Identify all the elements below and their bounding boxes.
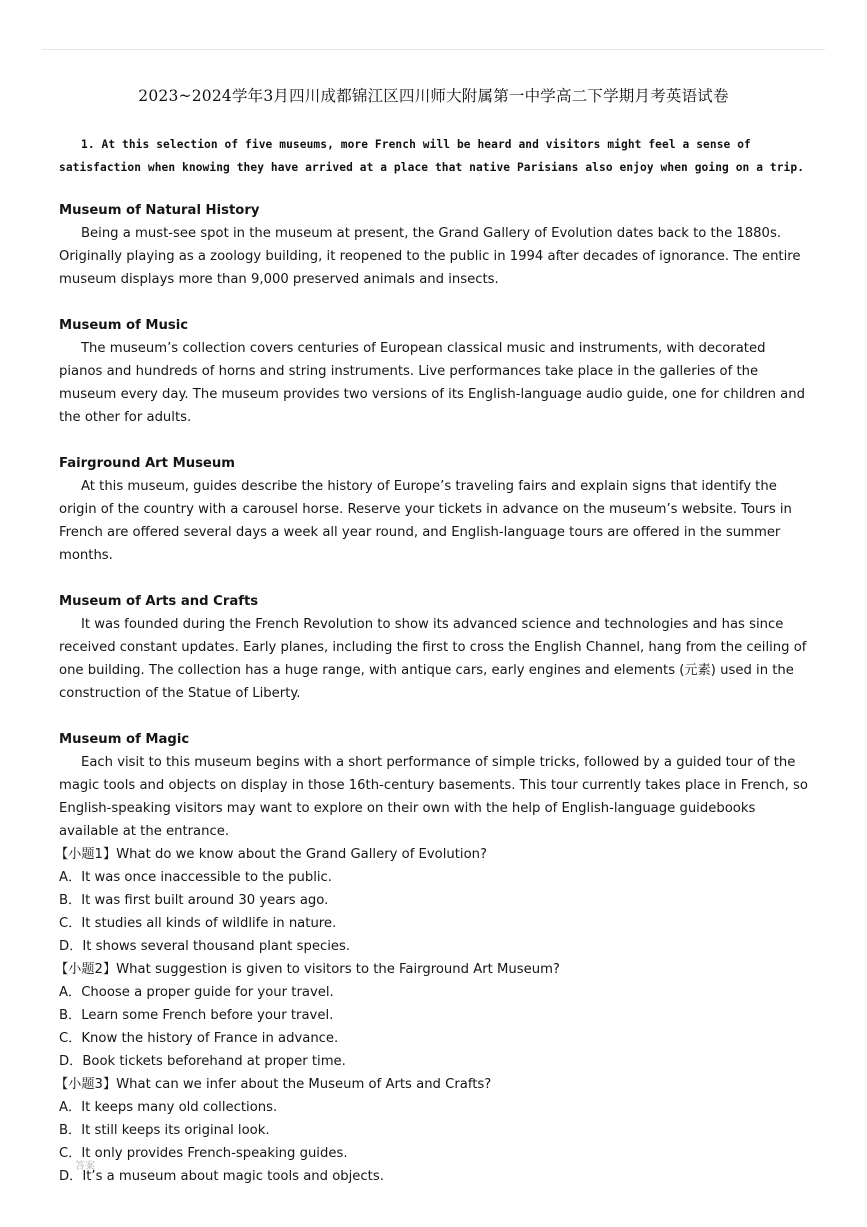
answer-option: C．It only provides French-speaking guides. [59, 1146, 348, 1161]
section-heading: Museum of Natural History [59, 203, 260, 218]
section-heading: Museum of Music [59, 318, 189, 333]
answer-option: C．Know the history of France in advance. [59, 1031, 339, 1046]
answer-option: B．It still keeps its original look. [59, 1123, 270, 1138]
section-text: Being a must-see spot in the museum at present, the Grand Gallery of Evolution dates back to the 1880s. Originally playing as a zoology building, it reopened to the public in 1994 after decades of ignorance. The entire museum displays more than 9,000 preserved animals and insects. [59, 226, 801, 287]
section-text: It was founded during the French Revolution to show its advanced science and technologies and has since received constant updates. Early planes, including the first to cross the English Channel, hang from the ceiling of one building. The collection has a huge range, with antique cars, early engines and elements (元素) used in the construction of the Statue of Liberty. [59, 617, 807, 701]
answer-option: C．It studies all kinds of wildlife in nature. [59, 916, 337, 931]
question-stem: 【小题3】What can we infer about the Museum of Arts and Crafts? [55, 1077, 492, 1092]
section-text: The museum’s collection covers centuries of European classical music and instruments, with decorated pianos and hundreds of horns and string instruments. Live performances take place in the galleries of the museum every day. The museum provides two versions of its English-language audio guide, one for children and the other for adults. [59, 341, 805, 425]
passage-intro: 1. At this selection of five museums, more French will be heard and visitors might feel a sense of satisfaction when knowing they have arrived at a place that native Parisians also enjoy when going on a trip. [59, 138, 805, 174]
section-heading: Fairground Art Museum [59, 456, 236, 471]
exam-title: 2023~2024学年3月四川成都锦江区四川师大附属第一中学高二下学期月考英语试卷 [138, 87, 729, 105]
section-fairground-art [59, 452, 811, 567]
question-stem: 【小题2】What suggestion is given to visitors to the Fairground Art Museum? [55, 962, 560, 977]
section-text: Each visit to this museum begins with a short performance of simple tricks, followed by a guided tour of the magic tools and objects on display in those 16th-century basements. This tour currently takes place in French, so English-speaking visitors may want to explore on their own with the help of English-language guidebooks available at the entrance. [59, 755, 808, 839]
passage-content [55, 199, 811, 1188]
answer-option: D．It shows several thousand plant species. [59, 939, 351, 954]
section-heading: Museum of Arts and Crafts [59, 594, 259, 609]
section-magic [59, 728, 811, 843]
question-3 [55, 1073, 811, 1188]
answer-option: D．It’s a museum about magic tools and objects. [59, 1169, 384, 1184]
question-list [55, 843, 811, 1188]
footer-answer-label: 答案 [75, 1161, 95, 1172]
section-text: At this museum, guides describe the history of Europe’s traveling fairs and explain signs that identify the origin of the country with a carousel horse. Reserve your tickets in advance on the museum’s website. Tours in French are offered several days a week all year round, and English-language tours are offered in the summer months. [59, 479, 792, 563]
section-heading: Museum of Magic [59, 732, 190, 747]
question-1 [55, 843, 811, 958]
answer-option: B．Learn some French before your travel. [59, 1008, 334, 1023]
question-stem: 【小题1】What do we know about the Grand Gallery of Evolution? [55, 847, 488, 862]
question-2 [55, 958, 811, 1073]
section-music [59, 314, 811, 429]
section-natural-history [59, 199, 811, 291]
answer-option: D．Book tickets beforehand at proper time. [59, 1054, 346, 1069]
answer-option: A．It keeps many old collections. [59, 1100, 278, 1115]
answer-option: A．Choose a proper guide for your travel. [59, 985, 334, 1000]
header-divider [42, 49, 825, 50]
answer-option: B．It was first built around 30 years ago. [59, 893, 329, 908]
answer-option: A．It was once inaccessible to the public. [59, 870, 332, 885]
section-arts-and-crafts [59, 590, 811, 705]
